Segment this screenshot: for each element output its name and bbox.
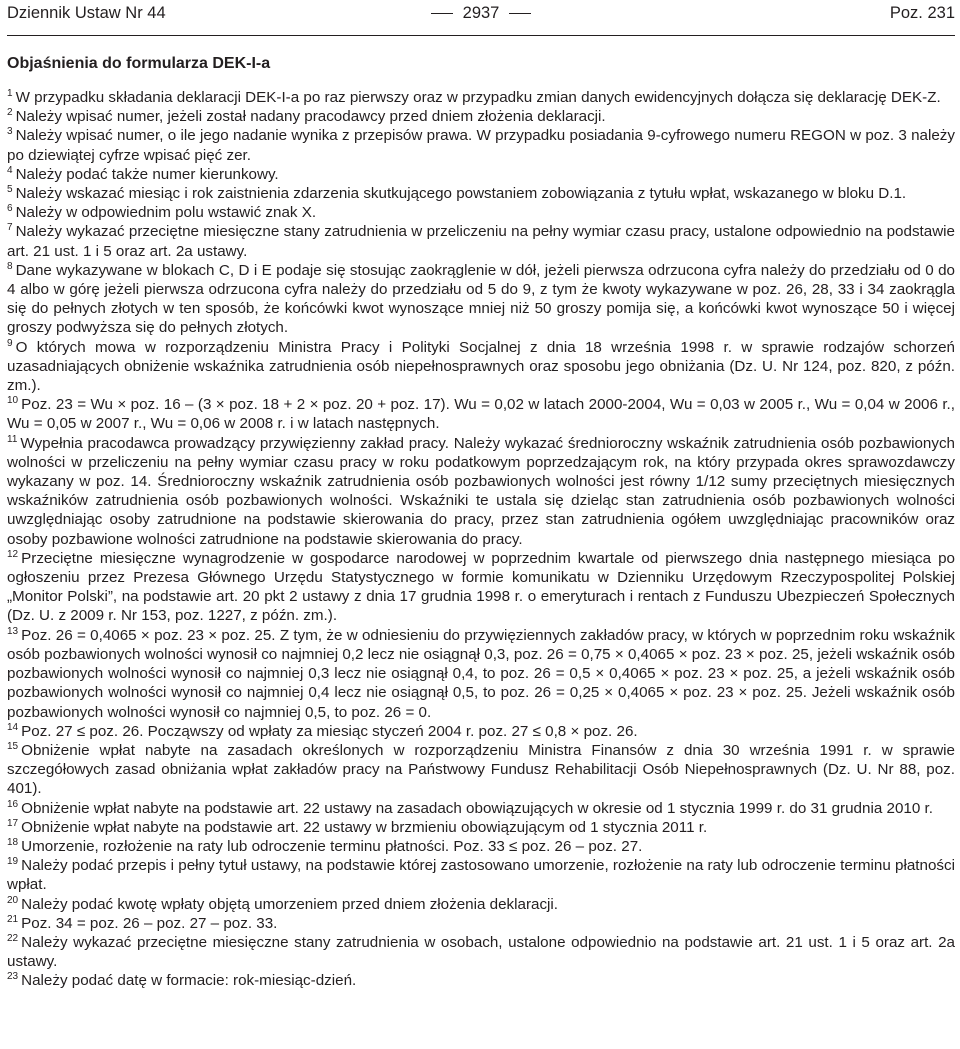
note-item: [7, 126, 955, 164]
note-item: [7, 895, 955, 914]
note-number: 8: [7, 260, 13, 272]
note-text: Obniżenie wpłat nabyte na podstawie art. 22 ustawy na zasadach obowiązujących w okresie od 1 stycznia 1999 r. do 31 grudnia 2010 r.: [21, 799, 933, 817]
journal-name: Dziennik Ustaw Nr 44: [7, 4, 166, 22]
note-text: Obniżenie wpłat nabyte na podstawie art. 22 ustawy w brzmieniu obowiązującym od 1 stycznia 2011 r.: [21, 818, 708, 836]
note-item: [7, 914, 955, 933]
note-item: [7, 856, 955, 894]
note-item: [7, 741, 955, 799]
note-text: Należy wykazać przeciętne miesięczne stany zatrudnienia w osobach, ustalone odpowiednio na podstawie art. 21 ust. 1 i 5 oraz art. 2a ustawy.: [7, 933, 955, 971]
note-number: 19: [7, 856, 19, 868]
note-number: 13: [7, 625, 19, 637]
note-text: Należy podać przepis i pełny tytuł ustawy, na podstawie której zastosowano umorzenie, rozłożenie na raty lub odroczenie terminu płatności wpłat.: [7, 857, 955, 894]
note-text: W przypadku składania deklaracji DEK-I-a po raz pierwszy oraz w przypadku zmian danych ewidencyjnych dołącza się deklarację DEK-Z.: [15, 89, 941, 106]
note-number: 20: [7, 894, 19, 906]
note-item: [7, 626, 955, 722]
note-item: [7, 184, 955, 203]
note-number: 9: [7, 337, 13, 349]
note-text: Umorzenie, rozłożenie na raty lub odroczenie terminu płatności. Poz. 33 ≤ poz. 26 – poz. 27.: [21, 837, 643, 855]
dash-right: [509, 13, 531, 14]
note-text: Należy wskazać miesiąc i rok zaistnienia zdarzenia skutkującego powstaniem zobowiązania z tytułu wpłat, wskazanego w bloku D.1.: [15, 185, 907, 203]
note-text: Poz. 34 = poz. 26 – poz. 27 – poz. 33.: [21, 914, 278, 932]
note-text: Poz. 27 ≤ poz. 26. Począwszy od wpłaty za miesiąc styczeń 2004 r. poz. 27 ≤ 0,8 × poz. 26.: [21, 722, 638, 740]
note-text: Należy podać także numer kierunkowy.: [15, 165, 279, 183]
note-item: [7, 971, 955, 990]
note-text: Należy podać datę w formacie: rok-miesiąc-dzień.: [21, 972, 357, 990]
note-item: [7, 395, 955, 433]
page-number-text: 2937: [462, 4, 500, 22]
note-item: [7, 222, 955, 260]
note-number: 5: [7, 184, 13, 196]
note-item: [7, 837, 955, 856]
note-text: Obniżenie wpłat nabyte na zasadach określonych w rozporządzeniu Ministra Finansów z dnia 30 września 1991 r. w sprawie szczegółowych zasad obniżania wpłat zakładów pracy na Państwowy Fundusz Rehabilitacji Osób Niepełnosprawnych (Dz. U. Nr 88, poz. 401).: [7, 741, 955, 798]
note-number: 4: [7, 164, 13, 176]
note-text: Należy wpisać numer, jeżeli został nadany pracodawcy przed dniem złożenia deklaracji.: [15, 108, 606, 126]
dash-left: [431, 13, 453, 14]
document-page: [7, 0, 955, 991]
header-rule: [7, 35, 955, 36]
note-number: 22: [7, 932, 19, 944]
note-item: [7, 799, 955, 818]
note-number: 7: [7, 222, 13, 234]
note-number: 14: [7, 721, 19, 733]
note-number: 2: [7, 107, 13, 119]
note-number: 18: [7, 836, 19, 848]
note-number: 10: [7, 395, 19, 407]
note-number: 21: [7, 913, 19, 925]
note-number: 15: [7, 740, 19, 752]
note-item: [7, 818, 955, 837]
note-item: [7, 549, 955, 626]
page-number: [7, 3, 955, 23]
note-text: Dane wykazywane w blokach C, D i E podaje się stosując zaokrąglenie w dół, jeżeli pierwsza odrzucona cyfra należy do przedziału od 0 do 4 albo w górę jeżeli pierwsza odrzucona cyfra należy do przedziału od 5 do 9, z tym że kwoty wykazywane w poz. 26, 28, 33 i 34 zaokrągla się do pełnych złotych w ten sposób, że końcówki kwot wynoszące mniej niż 50 groszy pomija się, a końcówki kwot wynoszące 50 i więcej groszy podwyższa się do pełnych złotych.: [7, 261, 955, 337]
explanatory-notes: [7, 88, 955, 991]
note-item: [7, 107, 955, 126]
note-number: 1: [7, 88, 13, 99]
note-text: Należy podać kwotę wpłaty objętą umorzeniem przed dniem złożenia deklaracji.: [21, 895, 559, 913]
section-title: Objaśnienia do formularza DEK-I-a: [7, 55, 271, 72]
note-item: [7, 722, 955, 741]
note-number: 17: [7, 817, 19, 829]
note-number: 16: [7, 798, 19, 810]
note-item: [7, 203, 955, 222]
note-text: Wypełnia pracodawca prowadzący przywięzienny zakład pracy. Należy wykazać średnioroczny wskaźnik zatrudnienia osób pozbawionych wolności w przeliczeniu na pełny wymiar czasu pracy w roku podatkowym poprzedzającym rok, na który przypada okres sprawozdawczy wykazany w poz. 14. Średnioroczny wskaźnik zatrudnienia osób pozbawionych wolności jest równy 1/12 sumy przeciętnych miesięcznych wskaźników zatrudnienia osób pozbawionych wolności. Wskaźniki te ustala się dzieląc stan zatrudnienia osób pozbawionych wolności uwzględniając osoby zatrudnione na podstawie skierowania do pracy, przez stan zatrudnienia ogółem uwzględniając pracowników oraz osoby pozbawione wolności zatrudnione na podstawie skierowania do pracy.: [7, 434, 955, 548]
note-number: 11: [7, 433, 18, 445]
note-number: 3: [7, 126, 13, 138]
note-item: [7, 88, 955, 107]
note-number: 12: [7, 548, 19, 560]
note-text: Przeciętne miesięczne wynagrodzenie w gospodarce narodowej w poprzednim kwartale od pierwszego dnia następnego miesiąca po ogłoszeniu przez Prezesa Głównego Urzędu Statystycznego w formie komunikatu w Dzienniku Urzędowym Rzeczypospolitej Polskiej „Monitor Polski”, na podstawie art. 20 pkt 2 ustawy z dnia 17 grudnia 1998 r. o emeryturach i rentach z Funduszu Ubezpieczeń Społecznych (Dz. U. z 2009 r. Nr 153, poz. 1227, z późn. zm.).: [7, 549, 955, 625]
note-text: Poz. 26 = 0,4065 × poz. 23 × poz. 25. Z tym, że w odniesieniu do przywięziennych zakładów pracy, w których w poprzednim roku wskaźnik osób pozbawionych wolności wynosił co najmniej 0,2 lecz nie osiągnął 0,3, poz. 26 = 0,75 × 0,4065 × poz. 23 × poz. 25, jeżeli wskaźnik osób pozbawionych wolności wynosił co najmniej 0,3 lecz nie osiągnął 0,4, to poz. 26 = 0,5 × 0,4065 × poz. 23 × poz. 25, a jeżeli wskaźnik osób pozbawionych wolności wynosił co najmniej 0,4 lecz nie osiągnął 0,5, to poz. 26 = 0,25 × 0,4065 × poz. 23 × poz. 25. Jeżeli wskaźnik osób pozbawionych wolności wynosił co najmniej 0,5, to poz. 26 = 0.: [7, 626, 955, 721]
note-item: [7, 261, 955, 338]
note-number: 6: [7, 203, 13, 215]
note-item: [7, 165, 955, 184]
note-item: [7, 434, 955, 549]
note-item: [7, 338, 955, 396]
running-header: [7, 3, 955, 27]
note-item: [7, 933, 955, 971]
note-number: 23: [7, 971, 19, 983]
note-text: O których mowa w rozporządzeniu Ministra Pracy i Polityki Socjalnej z dnia 18 września 1998 r. w sprawie rodzajów schorzeń uzasadniających obniżenie wskaźnika zatrudnienia osób niepełnosprawnych oraz sposobu jego obniżania (Dz. U. Nr 124, poz. 820, z późn. zm.).: [7, 338, 955, 395]
note-text: Należy w odpowiednim polu wstawić znak X.: [15, 204, 317, 222]
note-text: Należy wykazać przeciętne miesięczne stany zatrudnienia w przeliczeniu na pełny wymiar czasu pracy, ustalone odpowiednio na podstawie art. 21 ust. 1 i 5 oraz art. 2a ustawy.: [7, 223, 955, 260]
note-text: Należy wpisać numer, o ile jego nadanie wynika z przepisów prawa. W przypadku posiadania 9-cyfrowego numeru REGON w poz. 3 należy po dziewiątej cyfrze wpisać pięć zer.: [7, 127, 955, 164]
note-text: Poz. 23 = Wu × poz. 16 – (3 × poz. 18 + 2 × poz. 20 + poz. 17). Wu = 0,02 w latach 2000-2004, Wu = 0,03 w 2005 r., Wu = 0,04 w 2006 r., Wu = 0,05 w 2007 r., Wu = 0,06 w 2008 r. i w latach następnych.: [7, 396, 955, 433]
position-number: Poz. 231: [889, 4, 955, 22]
